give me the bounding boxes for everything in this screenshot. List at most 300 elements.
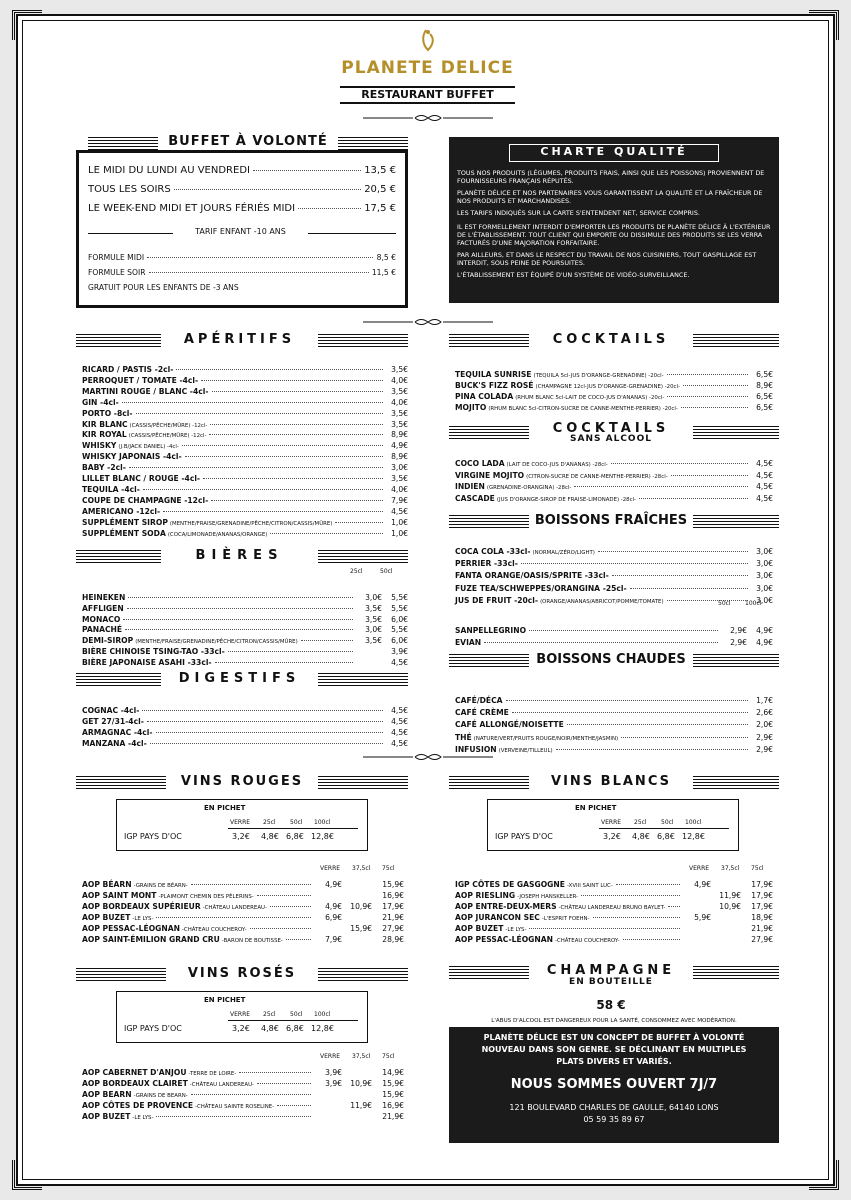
pichet-col: 100cl: [685, 819, 702, 826]
menu-item: [82, 529, 408, 540]
bieres-title: BIÈRES: [195, 548, 284, 563]
cocktails-title: COCKTAILS: [552, 332, 670, 347]
item-price: 4,5€: [756, 459, 773, 468]
title-stripes: [318, 968, 408, 981]
wine-item: [82, 880, 404, 891]
menu-item: [455, 459, 773, 470]
dot-leader: [667, 374, 748, 375]
item-name: VIRGINE MOJITO: [455, 470, 525, 480]
item-name: SUPPLÉMENT SIROP: [82, 517, 168, 527]
dot-leader: [176, 369, 383, 370]
dot-leader: [529, 928, 680, 929]
pichet-price: 6,8€: [657, 832, 675, 841]
item-name: MOJITO: [455, 403, 487, 412]
title-stripes: [318, 673, 408, 686]
dot-leader: [612, 575, 748, 576]
pichet-col: 50cl: [290, 1011, 303, 1018]
wine-name: AOP SAINT-ÉMILION GRAND CRU: [82, 935, 220, 944]
item-price: 3,5€: [365, 614, 382, 624]
corner-stripes: [809, 1160, 839, 1190]
item-desc: (CASSIS/PÊCHE/MÛRE) -12cl-: [128, 433, 207, 440]
item-desc: (TEQUILA 5cl-JUS D'ORANGE-GRENADINE) -20cl-: [533, 373, 664, 379]
menu-item: [82, 452, 408, 462]
wine-name: AOP ENTRE-DEUX-MERS: [455, 902, 557, 911]
bottle-col: VERRE: [320, 865, 341, 872]
item-name: CASCADE: [455, 493, 495, 503]
wine-price: 17,9€: [751, 880, 773, 889]
dot-leader: [142, 710, 383, 711]
item-name: PANACHÉ: [82, 625, 123, 635]
item-name: INDIEN: [455, 482, 485, 491]
wine-name: AOP BUZET: [82, 1112, 131, 1121]
title-stripes: [693, 966, 779, 979]
wine-name: AOP BORDEAUX CLAIRET: [82, 1079, 188, 1088]
item-price: 3,0€: [391, 463, 408, 473]
wine-item: [455, 935, 773, 946]
item-name: GIN -4cl-: [82, 397, 119, 407]
blancs-title: VINS BLANCS: [551, 774, 671, 789]
title-stripes: [693, 776, 779, 789]
item-name: TEQUILA -4cl-: [82, 484, 140, 494]
logo-icon: [418, 28, 438, 54]
kids-rule: [308, 233, 396, 234]
dot-leader: [598, 551, 748, 552]
item-name: HEINEKEN: [82, 593, 126, 602]
wine-price: 21,9€: [382, 913, 404, 922]
dot-leader: [228, 651, 353, 652]
kids-title: TARIF ENFANT -10 ANS: [195, 227, 286, 236]
item-name: BUCK'S FIZZ ROSÉ: [455, 381, 534, 390]
menu-item: [82, 518, 408, 529]
item-name: BABY -2cl-: [82, 463, 126, 473]
brand-subtitle: RESTAURANT BUFFET: [340, 86, 515, 104]
wine-price: 27,9€: [751, 935, 773, 944]
item-price: 3,9€: [391, 647, 408, 656]
item-name: FUZE TEA/SCHWEPPES/ORANGINA -25cl-: [455, 583, 627, 593]
item-desc: (LAIT DE COCO-JUS D'ANANAS) -28cl-: [506, 462, 608, 468]
item-price: 1,0€: [391, 517, 408, 527]
pichet-col: 100cl: [314, 1011, 331, 1018]
item-price: 4,9€: [756, 626, 773, 635]
item-price: 4,9€: [756, 638, 773, 647]
item-desc: (COCA/LIMONADE/ANANAS/ORANGE): [167, 531, 268, 538]
dot-leader: [239, 1072, 311, 1073]
item-price: 3,5€: [365, 603, 382, 613]
bottle-col: 75cl: [382, 865, 395, 872]
menu-item: [455, 494, 773, 505]
menu-item: [82, 474, 408, 484]
item-name: RICARD / PASTIS -2cl-: [82, 365, 174, 374]
wine-desc: -LE LYS-: [132, 916, 154, 922]
item-price: 5,5€: [391, 593, 408, 602]
wine-desc: -CHÂTEAU SAINTE ROSELINE-: [195, 1104, 275, 1110]
sans-alcool-subtitle: SANS ALCOOL: [570, 434, 652, 444]
item-price: 5,5€: [391, 603, 408, 613]
item-price: 4,0€: [391, 375, 408, 385]
wine-item: [82, 913, 404, 924]
item-price: 4,5€: [391, 706, 408, 715]
item-name: ARMAGNAC -4cl-: [82, 728, 153, 737]
title-stripes: [318, 334, 408, 347]
wine-item: [82, 935, 404, 946]
menu-item: [82, 420, 408, 431]
item-desc: (CHAMPAGNE 12cl-JUS D'ORANGE-GRENADINE) -20cl-: [535, 384, 680, 390]
wine-name: AOP BÉARN: [82, 880, 132, 889]
menu-item: [82, 430, 408, 441]
digestifs-title: DIGESTIFS: [178, 671, 301, 686]
item-desc: (VERVEINE/TILLEUL): [498, 747, 553, 754]
bottle-col: 75cl: [382, 1053, 395, 1060]
pichet-col: 50cl: [290, 819, 303, 826]
dot-leader: [270, 906, 311, 907]
menu-item: [455, 638, 773, 648]
menu-item: [455, 708, 773, 718]
title-stripes: [449, 966, 529, 979]
menu-item: [82, 485, 408, 495]
menu-item: [82, 604, 408, 614]
item-desc: (MENTHE/FRAISE/GRENADINE/PÊCHE/CITRON/CASSIS/MÛRE): [169, 520, 333, 527]
title-stripes: [76, 673, 161, 686]
dot-leader: [185, 456, 383, 457]
item-price: 4,5€: [756, 470, 773, 480]
menu-item: [82, 728, 408, 738]
item-price: 3,5€: [391, 419, 408, 429]
wine-item: [82, 1101, 404, 1112]
wine-price: 3,9€: [325, 1079, 342, 1088]
menu-item: [82, 717, 408, 727]
water-col-100: 100cl: [745, 600, 762, 607]
pichet-price: 12,8€: [311, 1024, 334, 1033]
dot-leader: [671, 475, 748, 476]
wine-item: [455, 891, 773, 902]
wine-price: 15,9€: [382, 1090, 404, 1099]
item-price: 3,5€: [391, 408, 408, 418]
wine-item: [455, 880, 773, 891]
wine-desc: -BARON DE BOUTISSE-: [221, 938, 283, 944]
item-price: 2,9€: [756, 744, 773, 754]
item-desc: (CASSIS/PÊCHE/MÛRE) -12cl-: [129, 422, 208, 429]
item-desc: (JUS D'ORANGE-SIROP DE FRAISE-LIMONADE) -28cl-: [496, 496, 637, 503]
pichet-col: 100cl: [314, 819, 331, 826]
wine-name: AOP CÔTES DE PROVENCE: [82, 1101, 194, 1110]
item-name: SANPELLEGRINO: [455, 626, 527, 635]
item-price: 3,0€: [756, 559, 773, 569]
wine-price: 16,9€: [382, 1101, 404, 1110]
dot-leader: [667, 396, 748, 397]
item-price: 6,5€: [756, 392, 773, 401]
wine-name: AOP BUZET: [455, 924, 504, 933]
dot-leader: [191, 884, 311, 885]
item-desc: (MENTHE/FRAISE/GRENADINE/PÊCHE/CITRON/CASSIS/MÛRE): [135, 639, 298, 646]
dot-leader: [125, 629, 353, 630]
menu-item: [82, 507, 408, 517]
item-name: CAFÉ CRÈME: [455, 708, 509, 718]
item-name: COGNAC -4cl-: [82, 706, 140, 715]
pichet-col: VERRE: [230, 819, 251, 826]
wine-item: [82, 891, 404, 902]
title-stripes: [318, 550, 408, 563]
item-price: 8,9€: [391, 452, 408, 462]
wine-desc: -PLAIMONT CHEMIN DES PÈLERINS-: [158, 894, 254, 900]
item-name: PINA COLADA: [455, 392, 514, 401]
item-price: 6,5€: [756, 370, 773, 379]
menu-item: [455, 720, 773, 730]
wine-name: AOP JURANCON SEC: [455, 913, 540, 922]
wine-item: [455, 913, 773, 924]
item-price: 3,0€: [756, 595, 773, 605]
dot-leader: [621, 737, 748, 738]
item-price: 4,5€: [391, 739, 408, 748]
item-price: 3,5€: [391, 365, 408, 374]
wine-name: AOP BORDEAUX SUPÉRIEUR: [82, 902, 201, 911]
item-desc: (GRENADINE-ORANGINA) -28cl-: [486, 485, 572, 491]
item-price: 2,9€: [730, 626, 747, 635]
menu-item: [82, 441, 408, 452]
dot-leader: [667, 600, 748, 601]
ornament-divider: [363, 113, 493, 123]
item-desc: (NORMAL/ZÉRO/LIGHT): [532, 550, 595, 556]
alcohol-warning: L'ABUS D'ALCOOL EST DANGEREUX POUR LA SANTÉ, CONSOMMEZ AVEC MODÉRATION.: [491, 1018, 737, 1024]
menu-item: [82, 398, 408, 408]
dot-leader: [211, 500, 383, 501]
menu-item: [455, 392, 773, 403]
brand-name: PLANETE DELICE: [341, 58, 514, 78]
champagne-price: 58 €: [596, 998, 626, 1012]
dot-leader: [611, 463, 748, 464]
charte-text: TOUS NOS PRODUITS (LÉGUMES, PRODUITS FRAIS, AINSI QUE LES POISSONS) PROVIENNENT DE FOURNISSEURS FRANÇAIS RÉPUTÉS.: [457, 169, 765, 185]
corner-stripes: [12, 1160, 42, 1190]
bottle-col: 37,5cl: [721, 865, 740, 872]
wine-item: [82, 1090, 404, 1101]
menu-item: [455, 733, 773, 744]
item-price: 3,0€: [756, 547, 773, 556]
item-name: KIR ROYAL: [82, 430, 127, 440]
wine-price: 15,9€: [382, 880, 404, 889]
dot-leader: [212, 391, 384, 392]
dot-leader: [593, 917, 680, 918]
dot-leader: [521, 563, 748, 564]
dot-leader: [163, 511, 383, 512]
promo-phone: 05 59 35 89 67: [583, 1115, 645, 1124]
wine-price: 21,9€: [382, 1112, 404, 1121]
wine-price: 11,9€: [350, 1101, 372, 1110]
dot-leader: [191, 1094, 311, 1095]
title-stripes: [449, 515, 529, 528]
wine-desc: -JOSEPH HANSKELLER-: [517, 894, 579, 900]
wine-price: 16,9€: [382, 891, 404, 900]
pichet-price: 12,8€: [682, 832, 705, 841]
pichet-col: 50cl: [661, 819, 674, 826]
item-price: 8,9€: [391, 430, 408, 440]
pichet-col: 25cl: [263, 1011, 276, 1018]
charte-title: CHARTE QUALITÉ: [540, 145, 688, 158]
item-name: MONACO: [82, 614, 121, 624]
dot-leader: [257, 1083, 311, 1084]
wine-price: 11,9€: [719, 891, 741, 900]
title-stripes: [449, 776, 529, 789]
item-price: 4,5€: [391, 506, 408, 516]
menu-item: [455, 745, 773, 756]
item-price: 2,0€: [756, 720, 773, 730]
dot-leader: [681, 407, 748, 408]
dot-leader: [201, 380, 383, 381]
item-name: WHISKY JAPONAIS -4cl-: [82, 452, 182, 462]
wine-desc: -TERRE DE LOIRE-: [188, 1071, 237, 1077]
pichet-label: EN PICHET: [575, 804, 617, 812]
pichet-rule: [228, 1020, 358, 1021]
dot-leader: [147, 721, 383, 722]
pichet-col: 25cl: [263, 819, 276, 826]
dot-leader: [484, 642, 718, 643]
buffet-title: BUFFET À VOLONTÉ: [168, 134, 328, 149]
wine-price: 18,9€: [751, 913, 773, 922]
menu-page: [16, 14, 835, 1186]
item-price: 3,5€: [365, 636, 382, 646]
pichet-rule: [228, 828, 358, 829]
item-name: AFFLIGEN: [82, 603, 124, 613]
wine-desc: -LE LYS-: [132, 1115, 154, 1121]
menu-item: [82, 739, 408, 749]
item-price: 4,9€: [391, 441, 408, 451]
dot-leader: [150, 743, 383, 744]
menu-item: [455, 584, 773, 594]
wine-name: AOP BEARN: [82, 1090, 132, 1099]
item-name: COCO LADA: [455, 459, 505, 468]
wine-name: AOP CABERNET D'ANJOU: [82, 1068, 187, 1077]
wine-desc: -CHÂTEAU LANDEREAU-: [202, 905, 267, 911]
bottle-col: 75cl: [751, 865, 764, 872]
item-name: JUS DE FRUIT -20cl-: [455, 595, 539, 605]
item-name: PERRIER -33cl-: [455, 559, 518, 569]
bieres-col-25: 25cl: [350, 568, 363, 575]
title-stripes: [76, 550, 161, 563]
title-stripes: [449, 334, 529, 347]
fraiches-title: BOISSONS FRAÎCHES: [534, 513, 688, 528]
dot-leader: [277, 1105, 311, 1106]
wine-price: 27,9€: [382, 924, 404, 933]
item-name: KIR BLANC: [82, 419, 128, 429]
dot-leader: [616, 884, 680, 885]
ornament-divider: [363, 317, 493, 327]
item-name: LILLET BLANC / ROUGE -4cl-: [82, 474, 201, 483]
chaudes-title: BOISSONS CHAUDES: [536, 652, 686, 667]
item-name: AMERICANO -12cl-: [82, 506, 161, 516]
dot-leader: [506, 700, 748, 701]
wine-price: 4,9€: [325, 902, 342, 911]
item-name: BIÈRE JAPONAISE ASAHI -33cl-: [82, 657, 212, 667]
wine-item: [82, 1079, 404, 1090]
dot-leader: [129, 467, 383, 468]
wine-price: 3,9€: [325, 1068, 342, 1077]
item-name: COCA COLA -33cl-: [455, 547, 531, 556]
dot-leader: [286, 939, 311, 940]
dot-leader: [143, 489, 383, 490]
item-desc: (J.B/JACK DANIEL) -4cl-: [118, 444, 179, 451]
menu-item: [82, 615, 408, 625]
title-stripes: [318, 776, 408, 789]
dot-leader: [215, 662, 353, 663]
title-stripes: [693, 515, 779, 528]
rouges-title: VINS ROUGES: [180, 774, 304, 789]
wine-desc: -CHÂTEAU LANDEREAU-: [189, 1082, 254, 1088]
menu-item: [82, 376, 408, 386]
title-stripes: [693, 426, 779, 439]
wine-price: 28,9€: [382, 935, 404, 944]
wine-name: AOP SAINT MONT: [82, 891, 157, 900]
wine-price: 10,9€: [719, 902, 741, 911]
wine-desc: -CHÂTEAU COUCHEROY-: [181, 927, 247, 933]
item-desc: (RHUM BLANC 5cl-LAIT DE COCO-JUS D'ANANAS) -20cl-: [515, 395, 665, 401]
item-name: WHISKY: [82, 441, 117, 451]
pichet-price: 12,8€: [311, 832, 334, 841]
dot-leader: [512, 712, 748, 713]
menu-item: [455, 559, 773, 569]
item-name: INFUSION: [455, 744, 497, 754]
bieres-col-50: 50cl: [380, 568, 393, 575]
pichet-col: 25cl: [634, 819, 647, 826]
kids-row: FORMULE SOIR 11,5 €: [88, 268, 396, 277]
item-desc: (NATURE/VERT/FRUITS ROUGE/NOIR/MENTHE/JASMIN): [473, 735, 619, 742]
title-stripes: [338, 137, 408, 150]
item-price: 1,0€: [391, 528, 408, 538]
dot-leader: [122, 402, 383, 403]
dot-leader: [581, 895, 680, 896]
item-price: 1,7€: [756, 696, 773, 705]
item-name: FANTA ORANGE/OASIS/SPRITE -33cl-: [455, 571, 609, 581]
dot-leader: [630, 588, 748, 589]
pichet-col: VERRE: [230, 1011, 251, 1018]
wine-item: [82, 1112, 404, 1123]
item-price: 3,5€: [391, 474, 408, 483]
item-name: MARTINI ROUGE / BLANC -4cl-: [82, 386, 209, 396]
item-price: 4,5€: [756, 493, 773, 503]
title-stripes: [76, 776, 166, 789]
charte-text: PLANÈTE DÉLICE ET NOS PARTENAIRES VOUS GARANTISSENT LA QUALITÉ ET LA FRAÎCHEUR DE NOS PRODUITS ET MARCHANDISES.: [457, 189, 763, 205]
menu-item: [82, 706, 408, 716]
wine-name: AOP PESSAC-LÉOGNAN: [82, 924, 180, 933]
item-price: 4,5€: [391, 657, 408, 667]
dot-leader: [639, 498, 748, 499]
wine-price: 17,9€: [751, 902, 773, 911]
wine-desc: -GRAINS DE BEARN-: [133, 1093, 188, 1099]
promo-address: 121 BOULEVARD CHARLES DE GAULLE, 64140 LONS: [509, 1103, 719, 1112]
item-name: BIÈRE CHINOISE TSING-TAO -33cl-: [82, 647, 225, 656]
pichet-col: VERRE: [601, 819, 622, 826]
menu-item: [82, 387, 408, 397]
title-stripes: [693, 334, 779, 347]
wine-price: 17,9€: [382, 902, 404, 911]
roses-title: VINS ROSÉS: [187, 966, 297, 981]
item-price: 2,9€: [730, 638, 747, 647]
item-name: PERROQUET / TOMATE -4cl-: [82, 375, 199, 385]
item-desc: (CITRON-SUCRE DE CANNE-MENTHE-PERRIER) -28cl-: [526, 473, 668, 480]
pichet-wine-name: IGP PAYS D'OC: [495, 832, 553, 841]
buffet-row: LE WEEK-END MIDI ET JOURS FÉRIÉS MIDI 17,5 €: [88, 203, 396, 214]
wine-name: AOP PESSAC-LÉOGNAN: [455, 935, 553, 944]
wine-item: [455, 902, 773, 913]
promo-line: PLANÈTE DÉLICE EST UN CONCEPT DE BUFFET À VOLONTÉ: [483, 1033, 745, 1042]
wine-price: 6,9€: [325, 913, 342, 922]
dot-leader: [335, 522, 383, 523]
dot-leader: [301, 640, 353, 641]
title-stripes: [449, 426, 529, 439]
promo-line: NOUVEAU DANS SON GENRE. SE DÉCLINANT EN MULTIPLES: [481, 1045, 747, 1054]
wine-price: 7,9€: [325, 935, 342, 944]
pichet-price: 3,2€: [232, 832, 250, 841]
charte-text: PAR AILLEURS, ET DANS LE RESPECT DU TRAVAIL DE NOS CUISINIERS, TOUT GASPILLAGE EST INTERDIT, SOUS PEINE DE POURSUITES.: [457, 251, 757, 267]
item-price: 6,0€: [391, 636, 408, 646]
item-price: 3,0€: [365, 593, 382, 602]
